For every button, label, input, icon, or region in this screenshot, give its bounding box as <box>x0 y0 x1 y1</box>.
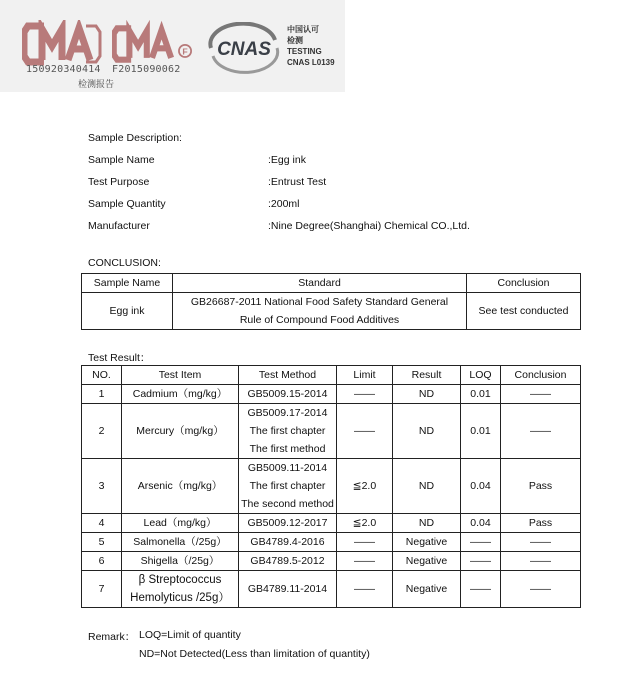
row-test-item: Lead（mg/kg） <box>122 514 239 533</box>
cma-seal-logo <box>22 20 102 68</box>
method-line: GB5009.17-2014 <box>247 407 328 419</box>
row-conclusion: —— <box>501 571 581 608</box>
row-test-method <box>239 459 337 514</box>
row-test-item: Cadmium（mg/kg） <box>122 385 239 404</box>
svg-text:F: F <box>182 46 188 57</box>
standard-line-2: Rule of Compound Food Additives <box>239 314 400 326</box>
manufacturer-label: Manufacturer <box>88 220 150 232</box>
sample-description-heading: Sample Description: <box>88 132 182 144</box>
conclusion-data-row <box>82 293 581 330</box>
row-no: 5 <box>82 533 122 552</box>
row-loq: 0.01 <box>461 404 501 459</box>
table-row <box>82 459 581 514</box>
method-line: The first chapter <box>249 425 326 437</box>
row-loq: —— <box>461 533 501 552</box>
cnas-accreditation-text <box>287 24 347 68</box>
standard-line-1: GB26687-2011 National Food Safety Standard General <box>190 296 449 308</box>
row-limit: ≦2.0 <box>337 459 393 514</box>
header-test-item: Test Item <box>122 366 239 385</box>
table-row <box>82 571 581 608</box>
conclusion-header-row <box>82 274 581 293</box>
row-loq: 0.04 <box>461 459 501 514</box>
table-row <box>82 385 581 404</box>
method-line: GB5009.11-2014 <box>247 462 328 474</box>
row-no: 4 <box>82 514 122 533</box>
row-conclusion: —— <box>501 385 581 404</box>
cnas-line-3: TESTING <box>287 47 322 56</box>
row-test-method: GB4789.11-2014 <box>239 571 337 608</box>
row-test-item: Arsenic（mg/kg） <box>122 459 239 514</box>
row-test-method: GB4789.5-2012 <box>239 552 337 571</box>
sample-quantity-value: :200ml <box>268 198 300 210</box>
conclusion-standard <box>173 293 467 330</box>
conclusion-table <box>81 273 581 330</box>
table-row <box>82 533 581 552</box>
header-result: Result <box>393 366 461 385</box>
row-loq: —— <box>461 552 501 571</box>
remark-loq: LOQ=Limit of quantity <box>139 629 241 641</box>
method-line: The second method <box>241 498 334 510</box>
sample-quantity-label: Sample Quantity <box>88 198 166 210</box>
report-type-label: 检测报告 <box>78 79 115 89</box>
cma-certificate-number: 150920340414 <box>26 64 101 75</box>
item-line: β Streptococcus <box>138 574 222 586</box>
row-no: 2 <box>82 404 122 459</box>
row-test-method: GB5009.15-2014 <box>239 385 337 404</box>
row-test-method: GB5009.12-2017 <box>239 514 337 533</box>
cma-certificate-number-2: F2015090062 <box>112 64 181 75</box>
row-test-method: GB4789.4-2016 <box>239 533 337 552</box>
row-limit: —— <box>337 404 393 459</box>
row-loq: —— <box>461 571 501 608</box>
conclusion-sample-name: Egg ink <box>82 293 173 330</box>
table-row <box>82 514 581 533</box>
cnas-line-4: CNAS L0139 <box>287 58 335 67</box>
test-result-table <box>81 365 581 608</box>
table-row <box>82 552 581 571</box>
row-result: ND <box>393 385 461 404</box>
row-conclusion: —— <box>501 533 581 552</box>
manufacturer-value: :Nine Degree(Shanghai) Chemical CO.,Ltd. <box>268 220 470 232</box>
header-sample-name: Sample Name <box>82 274 173 293</box>
row-test-item: Mercury（mg/kg） <box>122 404 239 459</box>
row-result: Negative <box>393 533 461 552</box>
row-limit: —— <box>337 533 393 552</box>
row-no: 7 <box>82 571 122 608</box>
test-result-heading: Test Result： <box>88 352 151 364</box>
conclusion-result: See test conducted <box>467 293 581 330</box>
sample-name-value: :Egg ink <box>268 154 306 166</box>
remark-label: Remark： <box>88 631 136 643</box>
item-line: Hemolyticus /25g） <box>130 592 230 604</box>
row-result: Negative <box>393 571 461 608</box>
row-conclusion: —— <box>501 552 581 571</box>
row-conclusion: Pass <box>501 514 581 533</box>
certification-header <box>0 0 345 92</box>
cnas-line-2: 检测 <box>287 36 303 45</box>
sample-name-label: Sample Name <box>88 154 155 166</box>
remark-nd: ND=Not Detected(Less than limitation of quantity) <box>139 648 370 660</box>
cnas-line-1: 中国认可 <box>287 25 319 34</box>
row-no: 1 <box>82 385 122 404</box>
row-limit: —— <box>337 571 393 608</box>
row-result: Negative <box>393 552 461 571</box>
conclusion-heading: CONCLUSION: <box>88 257 161 269</box>
row-test-item <box>122 571 239 608</box>
header-test-method: Test Method <box>239 366 337 385</box>
row-loq: 0.04 <box>461 514 501 533</box>
row-conclusion: —— <box>501 404 581 459</box>
row-limit: —— <box>337 385 393 404</box>
header-conclusion: Conclusion <box>501 366 581 385</box>
row-no: 3 <box>82 459 122 514</box>
header-limit: Limit <box>337 366 393 385</box>
svg-text:CNAS: CNAS <box>217 39 271 60</box>
test-purpose-label: Test Purpose <box>88 176 150 188</box>
row-result: ND <box>393 514 461 533</box>
row-result: ND <box>393 404 461 459</box>
method-line: The first chapter <box>249 480 326 492</box>
header-conclusion: Conclusion <box>467 274 581 293</box>
row-limit: —— <box>337 552 393 571</box>
header-no: NO. <box>82 366 122 385</box>
row-test-method <box>239 404 337 459</box>
result-header-row <box>82 366 581 385</box>
header-standard: Standard <box>173 274 467 293</box>
row-loq: 0.01 <box>461 385 501 404</box>
table-row <box>82 404 581 459</box>
row-test-item: Salmonella（/25g） <box>122 533 239 552</box>
row-test-item: Shigella（/25g） <box>122 552 239 571</box>
row-no: 6 <box>82 552 122 571</box>
cma-seal-logo-registered <box>112 20 192 68</box>
header-loq: LOQ <box>461 366 501 385</box>
row-conclusion: Pass <box>501 459 581 514</box>
test-purpose-value: :Entrust Test <box>268 176 327 188</box>
cnas-accreditation-logo <box>205 22 283 74</box>
row-limit: ≦2.0 <box>337 514 393 533</box>
row-result: ND <box>393 459 461 514</box>
method-line: The first method <box>249 443 326 455</box>
